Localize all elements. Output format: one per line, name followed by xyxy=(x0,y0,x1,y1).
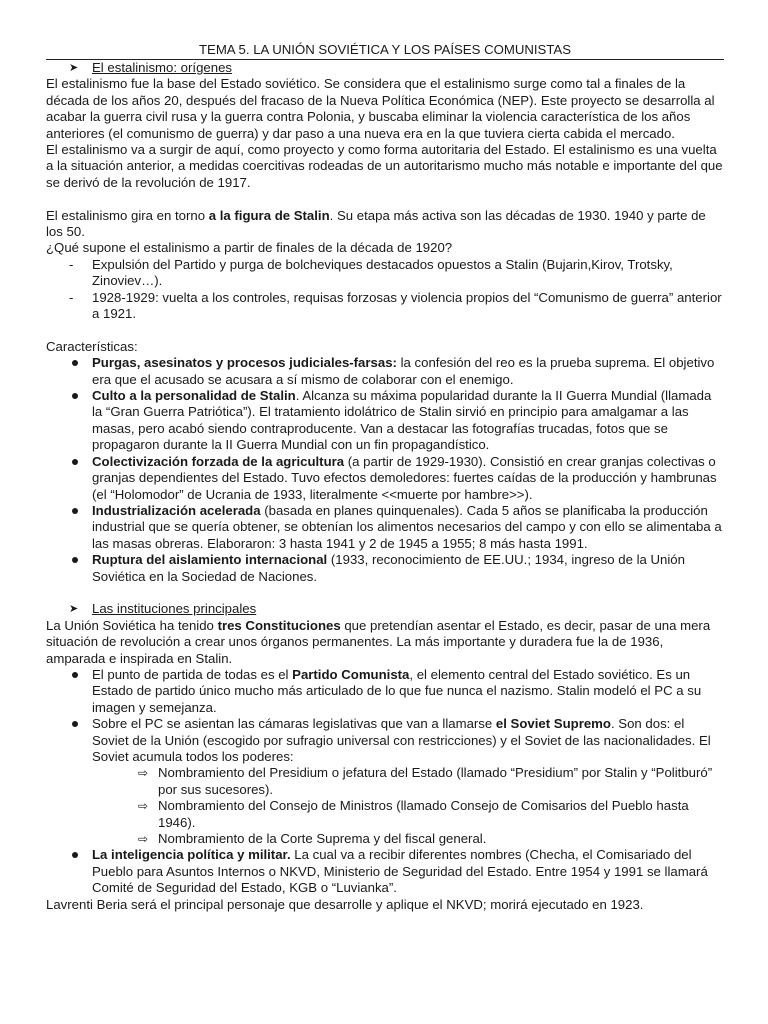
page-title: TEMA 5. LA UNIÓN SOVIÉTICA Y LOS PAÍSES COMUNISTAS xyxy=(198,42,572,57)
bullet-dot-icon xyxy=(72,393,78,399)
text-run: (basada en planes quinquenales). Cada 5 años se planificaba la producción industrial que se quería obtener, se obtenían los alimentos necesarios del campo y con ello se alimentaba a las masas obreras. Elaboraron: 3 hasta 1941 y 2 de 1945 a 1955; 8 más hasta 1991. xyxy=(92,502,722,551)
bullet-list-item xyxy=(46,716,724,765)
arrowhead-bullet-icon: ➤ xyxy=(69,62,79,74)
section-heading-text: Las instituciones principales xyxy=(92,601,257,617)
dash-marker: - xyxy=(69,256,74,272)
outline-arrow-icon: ⇨ xyxy=(138,766,149,781)
document-content xyxy=(46,42,724,913)
spacer xyxy=(46,585,724,601)
text-run: que pretendían asentar el Estado, es decir, pasar de una mera situación de revolución a crear unos órganos permanentes. La más importante y duradera fue la de 1936, amparada e inspirada en Stalin. xyxy=(46,617,711,666)
bold-text: Purgas, asesinatos y procesos judiciales-farsas: xyxy=(92,355,397,371)
paragraph xyxy=(46,208,724,241)
text-run: . Son dos: el Soviet de la Unión (escogido por sufragio universal con restricciones) y el Soviet de las nacionalidades. El Soviet acumula todos los poderes: xyxy=(92,716,711,764)
list-item-text: Nombramiento de la Corte Suprema y del fiscal general. xyxy=(158,831,487,847)
section-heading-institutions xyxy=(46,601,724,617)
list-item-text: 1928-1929: vuelta a los controles, requisas forzosas y violencia propios del “Comunismo de guerra” anterior a 1921. xyxy=(92,289,722,322)
section-heading-text: El estalinismo: orígenes xyxy=(92,60,233,75)
text-run: El estalinismo gira en torno xyxy=(46,207,209,223)
arrowhead-bullet-icon: ➤ xyxy=(69,603,79,616)
text-run: La Unión Soviética ha tenido xyxy=(46,617,218,633)
sub-list-item xyxy=(46,765,724,798)
dash-list-item xyxy=(46,257,724,290)
paragraph: ¿Qué supone el estalinismo a partir de finales de la década de 1920? xyxy=(46,240,453,256)
bold-text: el Soviet Supremo xyxy=(495,716,611,732)
text-run: . Su etapa más activa son las décadas de 1930. 1940 y parte de los 50. xyxy=(46,207,706,240)
paragraph: El estalinismo fue la base del Estado soviético. Se considera que el estalinismo surge como tal a finales de la década de los años 20, después del fracaso de la Nueva Política Económica (NEP). Este proyecto se desarrolla al acabar la guerra civil rusa y la guerra contra Polonia, y buscaba eliminar la violencia característica de los años anteriores (el comunismo de guerra) y dar paso a una nueva era en la que tuviera cierta cabida el mercado. xyxy=(46,76,715,141)
text-run: Sobre el PC se asientan las cámaras legislativas que van a llamarse xyxy=(92,716,496,732)
text-run: La cual va a recibir diferentes nombres (Checha, el Comisariado del Pueblo para Asuntos Internos o NKVD, Ministerio de Seguridad del Estado. Entre 1954 y 1991 se llamará Comité de Seguridad del Estado, KGB o “Luvianka”. xyxy=(92,847,708,896)
bold-text: Colectivización forzada de la agricultura xyxy=(92,453,345,469)
bold-text: Partido Comunista xyxy=(292,666,410,682)
bullet-dot-icon xyxy=(72,852,78,858)
bullet-list-item xyxy=(46,552,724,585)
bullet-dot-icon xyxy=(72,459,78,465)
bold-text: Culto a la personalidad de Stalin xyxy=(92,388,296,404)
section-heading-origins xyxy=(46,60,724,76)
bullet-list-item xyxy=(46,667,724,716)
text-run: , el elemento central del Estado soviético. Es un Estado de partido único mucho más articulado de lo que fue nunca el nazismo. Stalin modeló el PC a su imagen y semejanza. xyxy=(92,666,702,715)
bullet-list-item xyxy=(46,388,724,454)
sub-list-item xyxy=(46,831,724,847)
spacer xyxy=(46,322,724,338)
text-run: (a partir de 1929-1930). Consistió en crear granjas colectivas o granjas dependientes del Estado. Tuvo efectos demoledores: fuertes caídas de la producción y hambrunas (el “Holomodor” de Ucrania de 1933, literalmente <<muerte por hambre>>). xyxy=(92,453,717,502)
text-run: (1933, reconocimiento de EE.UU.; 1934, ingreso de la Unión Soviética en la Sociedad de Naciones. xyxy=(92,552,685,584)
characteristics-label: Características: xyxy=(46,338,138,354)
bullet-dot-icon xyxy=(72,672,78,678)
bullet-dot-icon xyxy=(72,360,78,366)
outline-arrow-icon: ⇨ xyxy=(138,799,149,814)
bold-text: a la figura de Stalin xyxy=(208,207,330,223)
bullet-dot-icon xyxy=(72,721,78,727)
text-run: El punto de partida de todas es el xyxy=(92,666,293,682)
closing-paragraph: Lavrenti Beria será el principal personaje que desarrolle y aplique el NKVD; morirá ejecutado en 1923. xyxy=(46,896,644,912)
text-run: la confesión del reo es la prueba suprema. El objetivo era que el acusado se acusara a sí mismo de colaborar con el enemigo. xyxy=(92,355,715,387)
bold-text: Ruptura del aislamiento internacional xyxy=(92,552,328,568)
paragraph xyxy=(46,618,724,667)
outline-arrow-icon: ⇨ xyxy=(138,832,149,847)
bullet-list-item xyxy=(46,847,724,896)
bullet-list-item xyxy=(46,503,724,552)
bold-text: La inteligencia política y militar. xyxy=(92,847,291,863)
list-item-text: Nombramiento del Presidium o jefatura del Estado (llamado “Presidium” por Stalin y “Politburó” por sus sucesores). xyxy=(158,765,713,797)
bold-text: Industrialización acelerada xyxy=(92,502,261,518)
sub-list-item xyxy=(46,798,724,831)
paragraph: El estalinismo va a surgir de aquí, como proyecto y como forma autoritaria del Estado. El estalinismo es una vuelta a la situación anterior, a medidas coercitivas rodeadas de un autoritarismo mucho más notable e importante del que se derivó de la revolución de 1917. xyxy=(46,142,723,190)
dash-marker: - xyxy=(69,289,74,305)
spacer xyxy=(46,191,724,207)
bold-text: tres Constituciones xyxy=(217,617,341,633)
bullet-dot-icon xyxy=(72,557,78,563)
bullet-list-item xyxy=(46,454,724,503)
text-run: . Alcanza su máxima popularidad durante la II Guerra Mundial (llamada la “Gran Guerra Patriótica”). El tratamiento idolátrico de Stalin sirvió en principio para amalgamar a las masas, pero acabó siendo contraproducente. Van a destacar las fotografías trucadas, fotos que se propagaron durante la II Guerra Mundial con un fin propagandístico. xyxy=(92,388,712,453)
list-item-text: Expulsión del Partido y purga de bolcheviques destacados opuestos a Stalin (Bujarin,Kirov, Trotsky, Zinoviev…). xyxy=(92,256,673,289)
bullet-list-item xyxy=(46,355,724,388)
dash-list-item xyxy=(46,290,724,323)
bullet-dot-icon xyxy=(72,508,78,514)
list-item-text: Nombramiento del Consejo de Ministros (llamado Consejo de Comisarios del Pueblo hasta 1946). xyxy=(158,798,689,830)
